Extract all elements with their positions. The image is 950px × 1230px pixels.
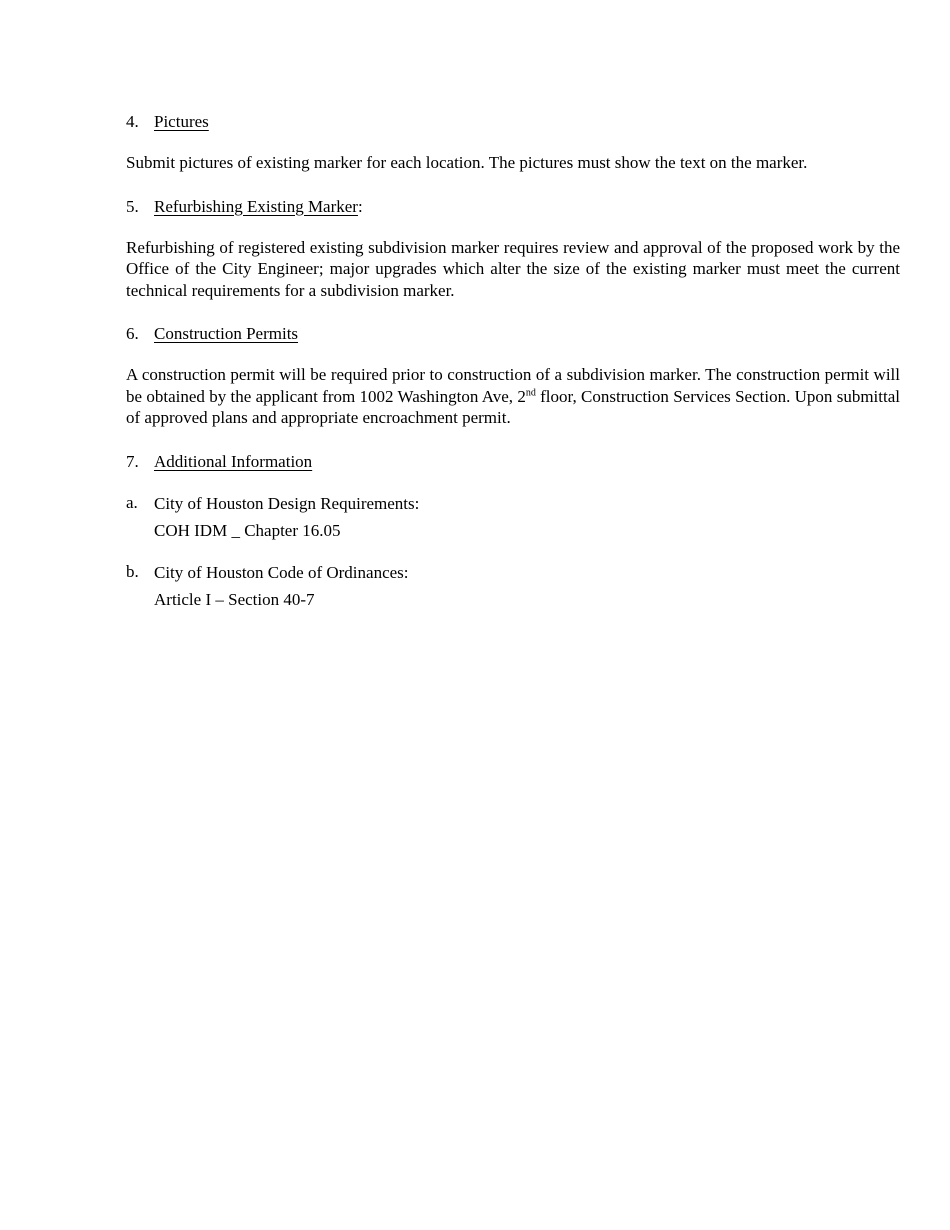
section-6-heading — [126, 321, 900, 347]
section-5-heading — [126, 194, 900, 220]
body-text: floor, Construction Services Section. Upon submittal of approved plans and appropriate encroachment permit. — [126, 386, 900, 427]
list-item-detail: COH IDM _ Chapter 16.05 — [154, 520, 341, 540]
section-title: Construction Permits — [154, 324, 299, 343]
section-title-suffix: : — [357, 196, 363, 216]
section-title: Refurbishing Existing Marker — [154, 196, 358, 216]
list-marker: a. — [126, 492, 138, 512]
section-5-body: Refurbishing of registered existing subdivision marker requires review and approval of the proposed work by the Office of the City Engineer; major upgrades which alter the size of the existing marker must meet the current technical requirements for a subdivision marker. — [126, 237, 900, 300]
list-marker: b. — [126, 561, 139, 581]
section-number: 5. — [126, 196, 139, 216]
section-4-body: Submit pictures of existing marker for each location. The pictures must show the text on the marker. — [126, 153, 808, 172]
list-item-detail: Article I – Section 40-7 — [154, 589, 315, 609]
section-4-heading — [126, 109, 900, 135]
body-text: A construction permit will be required prior to construction of a subdivision marker. The construction permit will be obtained by the applicant from 1002 Washington Ave, 2 — [126, 365, 900, 406]
section-number: 6. — [126, 324, 139, 343]
ordinal-suffix: nd — [525, 386, 536, 398]
list-item — [126, 559, 900, 613]
section-6-body — [126, 364, 900, 429]
section-number: 4. — [126, 112, 139, 131]
section-title: Pictures — [154, 112, 209, 131]
section-7-heading — [126, 449, 900, 475]
list-item-title: City of Houston Design Requirements: — [154, 493, 420, 513]
document-page — [126, 109, 900, 613]
section-title: Additional Information — [154, 451, 313, 471]
list-item — [126, 490, 900, 544]
list-item-title: City of Houston Code of Ordinances: — [154, 562, 409, 582]
section-number: 7. — [126, 451, 139, 471]
